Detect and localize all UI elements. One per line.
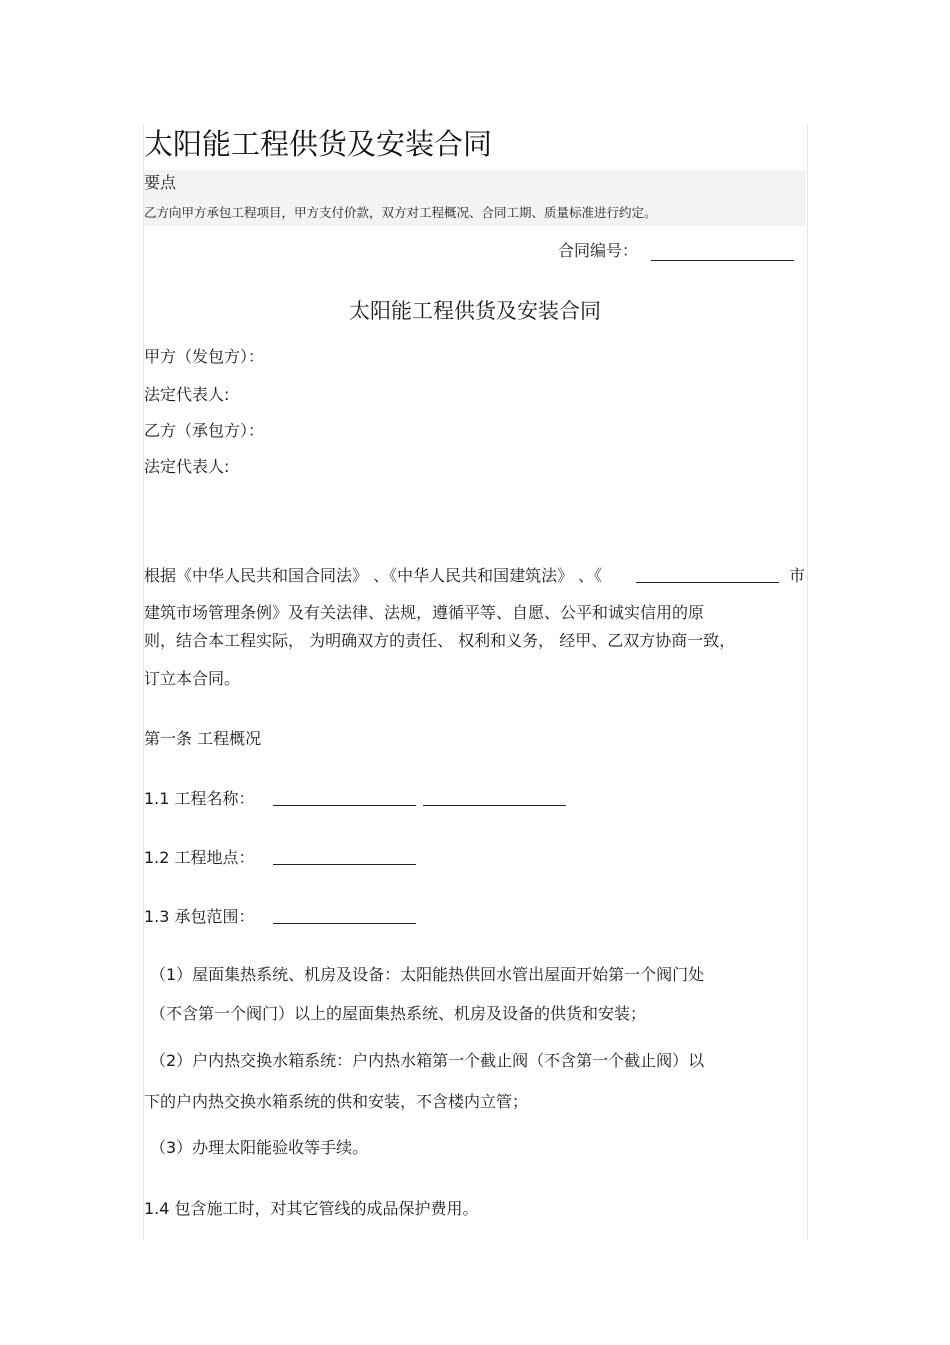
- scope-3: （3）办理太阳能验收等手续。: [150, 1138, 369, 1157]
- scope-blank: [273, 923, 416, 924]
- scope-2-line-2: 下的户内热交换水箱系统的供和安装，不含楼内立管；: [144, 1092, 529, 1111]
- project-name-blank-1: [273, 805, 416, 806]
- preamble-line-2: 建筑市场管理条例》及有关法律、法规，遵循平等、自愿、公平和诚实信用的原: [144, 603, 705, 622]
- party-a-representative: 法定代表人:: [144, 385, 230, 404]
- regulation-name-blank: [636, 582, 779, 583]
- contract-number-label: 合同编号：: [558, 241, 639, 260]
- summary-text: 乙方向甲方承包工程项目，甲方支付价款，双方对工程概况、合同工期、质量标准进行约定。: [144, 205, 657, 220]
- item-1-3-scope: 1.3 承包范围：: [144, 907, 255, 926]
- party-b-representative: 法定代表人:: [144, 457, 230, 476]
- scope-2-line-1: （2）户内热交换水箱系统：户内热水箱第一个截止阀（不含第一个截止阀）以: [150, 1051, 705, 1070]
- article-1-heading: 第一条 工程概况: [144, 729, 262, 748]
- preamble-line-4: 订立本合同。: [144, 669, 241, 688]
- preamble-line-3: 则，结合本工程实际， 为明确双方的责任、 权利和义务， 经甲、乙双方协商一致，: [144, 631, 736, 650]
- contract-number-blank: [651, 260, 794, 261]
- item-1-2-project-location: 1.2 工程地点：: [144, 848, 255, 867]
- preamble-line-1: 根据《中华人民共和国合同法》 、《中华人民共和国建筑法》 、《: [144, 566, 603, 585]
- party-b-label: 乙方（承包方）：: [144, 421, 265, 440]
- preamble-line-1-end: 市: [789, 566, 806, 585]
- document-title: 太阳能工程供货及安装合同: [144, 127, 493, 161]
- project-name-blank-2: [423, 805, 566, 806]
- summary-heading: 要点: [144, 173, 177, 192]
- contract-center-title: 太阳能工程供货及安装合同: [349, 299, 601, 323]
- project-location-blank: [273, 864, 416, 865]
- page-frame: [143, 124, 808, 1240]
- item-1-1-project-name: 1.1 工程名称：: [144, 789, 255, 808]
- scope-1-line-2: （不含第一个阀门）以上的屋面集热系统、机房及设备的供货和安装；: [150, 1004, 647, 1023]
- party-a-label: 甲方（发包方）：: [144, 347, 265, 366]
- scope-1-line-1: （1）屋面集热系统、机房及设备：太阳能热供回水管出屋面开始第一个阀门处: [150, 965, 705, 984]
- item-1-4-protection-cost: 1.4 包含施工时，对其它管线的成品保护费用。: [144, 1199, 479, 1218]
